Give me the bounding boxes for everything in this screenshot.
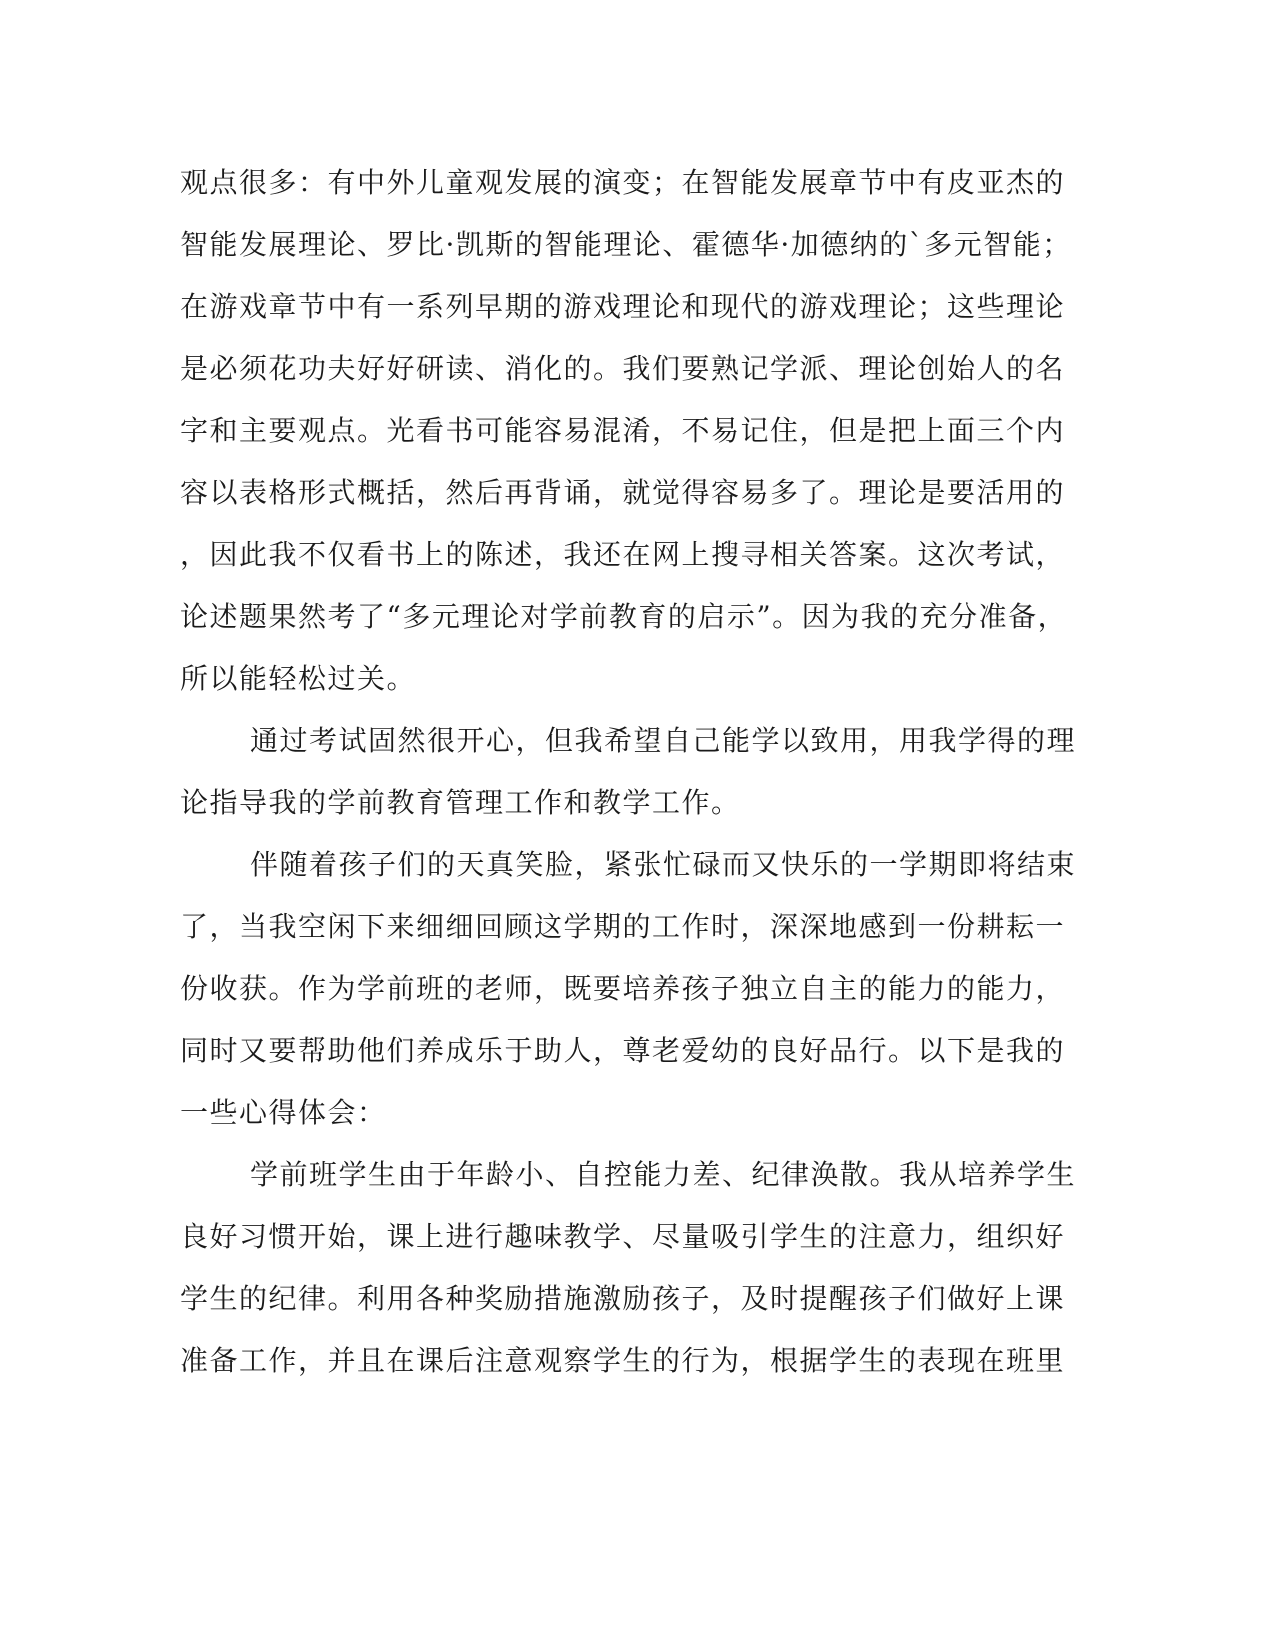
body-text bbox=[180, 152, 1077, 1392]
paragraph-start-line: 学前班学生由于年龄小、自控能力差、纪律涣散。我从培养学生 bbox=[250, 1158, 1077, 1191]
text-line: 智能发展理论、罗比·凯斯的智能理论、霍德华·加德纳的`多元智能； bbox=[180, 228, 1072, 261]
text-line: 良好习惯开始，课上进行趣味教学、尽量吸引学生的注意力，组织好 bbox=[180, 1220, 1066, 1253]
text-line: 学生的纪律。利用各种奖励措施激励孩子，及时提醒孩子们做好上课 bbox=[180, 1282, 1066, 1315]
text-line: 观点很多：有中外儿童观发展的演变；在智能发展章节中有皮亚杰的 bbox=[180, 166, 1066, 199]
text-line: 容以表格形式概括，然后再背诵，就觉得容易多了。理论是要活用的 bbox=[180, 476, 1066, 509]
text-line: 同时又要帮助他们养成乐于助人，尊老爱幼的良好品行。以下是我的 bbox=[180, 1034, 1066, 1067]
text-line: 是必须花功夫好好研读、消化的。我们要熟记学派、理论创始人的名 bbox=[180, 352, 1066, 385]
text-line: ，因此我不仅看书上的陈述，我还在网上搜寻相关答案。这次考试， bbox=[180, 538, 1066, 571]
text-line: 所以能轻松过关。 bbox=[180, 662, 417, 695]
text-line: 份收获。作为学前班的老师，既要培养孩子独立自主的能力的能力， bbox=[180, 972, 1066, 1005]
text-line: 论述题果然考了“多元理论对学前教育的启示”。因为我的充分准备， bbox=[180, 600, 1068, 633]
text-line: 一些心得体会： bbox=[180, 1096, 387, 1129]
text-line: 在游戏章节中有一系列早期的游戏理论和现代的游戏理论；这些理论 bbox=[180, 290, 1066, 323]
text-line: 字和主要观点。光看书可能容易混淆，不易记住，但是把上面三个内 bbox=[180, 414, 1066, 447]
paragraph-start-line: 通过考试固然很开心，但我希望自己能学以致用，用我学得的理 bbox=[250, 724, 1077, 757]
text-line: 准备工作，并且在课后注意观察学生的行为，根据学生的表现在班里 bbox=[180, 1344, 1066, 1377]
text-line: 论指导我的学前教育管理工作和教学工作。 bbox=[180, 786, 741, 819]
text-line: 了，当我空闲下来细细回顾这学期的工作时，深深地感到一份耕耘一 bbox=[180, 910, 1066, 943]
paragraph-start-line: 伴随着孩子们的天真笑脸，紧张忙碌而又快乐的一学期即将结束 bbox=[250, 848, 1077, 881]
